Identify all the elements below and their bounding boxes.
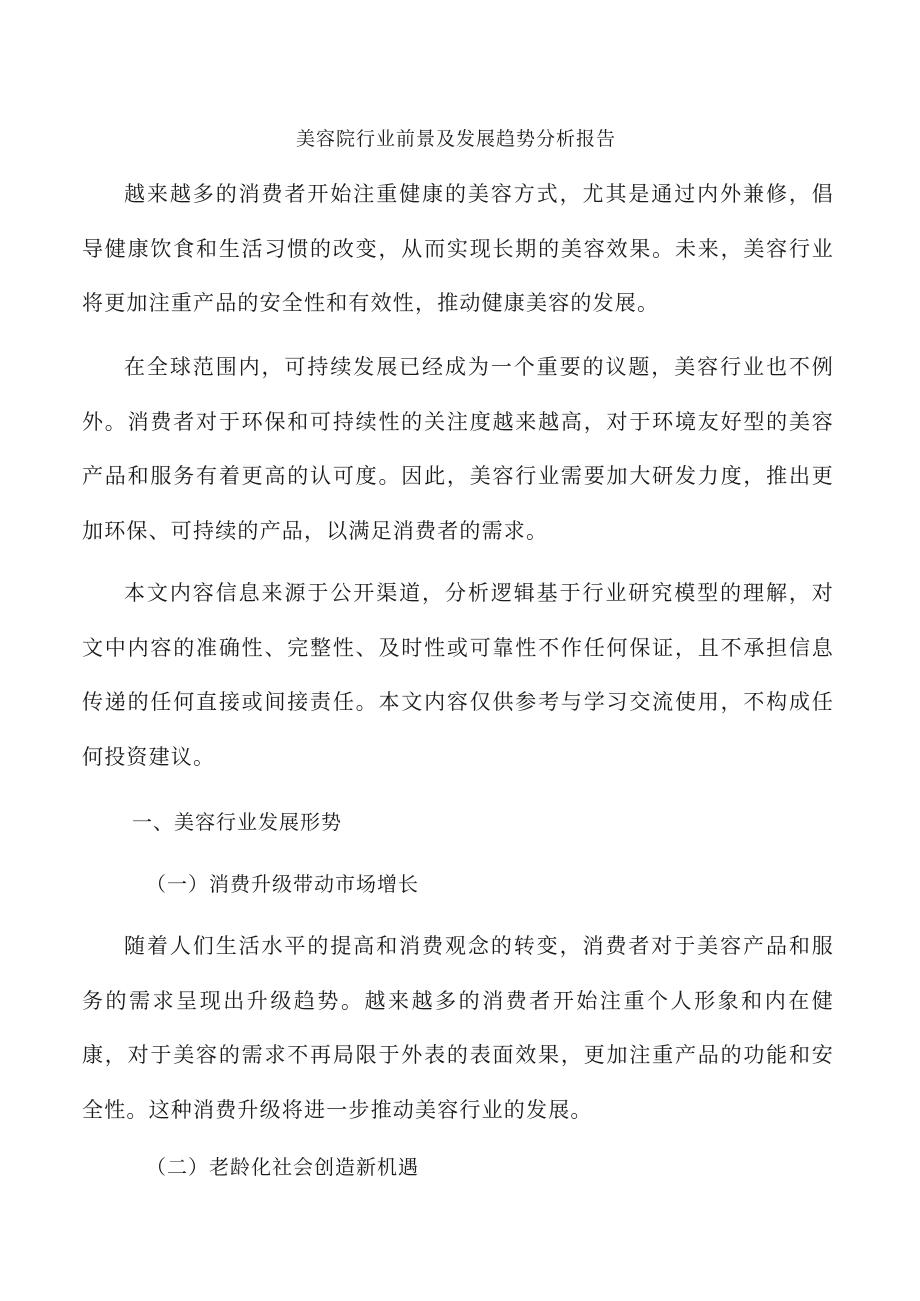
document-title: 美容院行业前景及发展趋势分析报告 — [295, 128, 616, 150]
paragraph-healthy-beauty: 越来越多的消费者开始注重健康的美容方式，尤其是通过内外兼修，倡导健康饮食和生活习惯的改变，从而实现长期的美容效果。未来，美容行业将更加注重产品的安全性和有效性，推动健康美容的发展。 — [82, 182, 834, 316]
section-heading-industry-situation: 一、美容行业发展形势 — [132, 810, 342, 834]
subsection-heading-aging-society: （二）老龄化社会创造新机遇 — [146, 1155, 419, 1179]
paragraph-disclaimer: 本文内容信息来源于公开渠道，分析逻辑基于行业研究模型的理解，对文中内容的准确性、完整性、及时性或可靠性不作任何保证，且不承担信息传递的任何直接或间接责任。本文内容仅供参考与学习交流使用，不构成任何投资建议。 — [82, 581, 834, 769]
paragraph-consumption-upgrade: 随着人们生活水平的提高和消费观念的转变，消费者对于美容产品和服务的需求呈现出升级趋势。越来越多的消费者开始注重个人形象和内在健康，对于美容的需求不再局限于外表的表面效果，更加注重产品的功能和安全性。这种消费升级将进一步推动美容行业的发展。 — [82, 934, 834, 1122]
subsection-heading-consumption-upgrade: （一）消费升级带动市场增长 — [146, 872, 419, 896]
paragraph-sustainability: 在全球范围内，可持续发展已经成为一个重要的议题，美容行业也不例外。消费者对于环保和可持续性的关注度越来越高，对于环境友好型的美容产品和服务有着更高的认可度。因此，美容行业需要加大研发力度，推出更加环保、可持续的产品，以满足消费者的需求。 — [82, 355, 834, 543]
